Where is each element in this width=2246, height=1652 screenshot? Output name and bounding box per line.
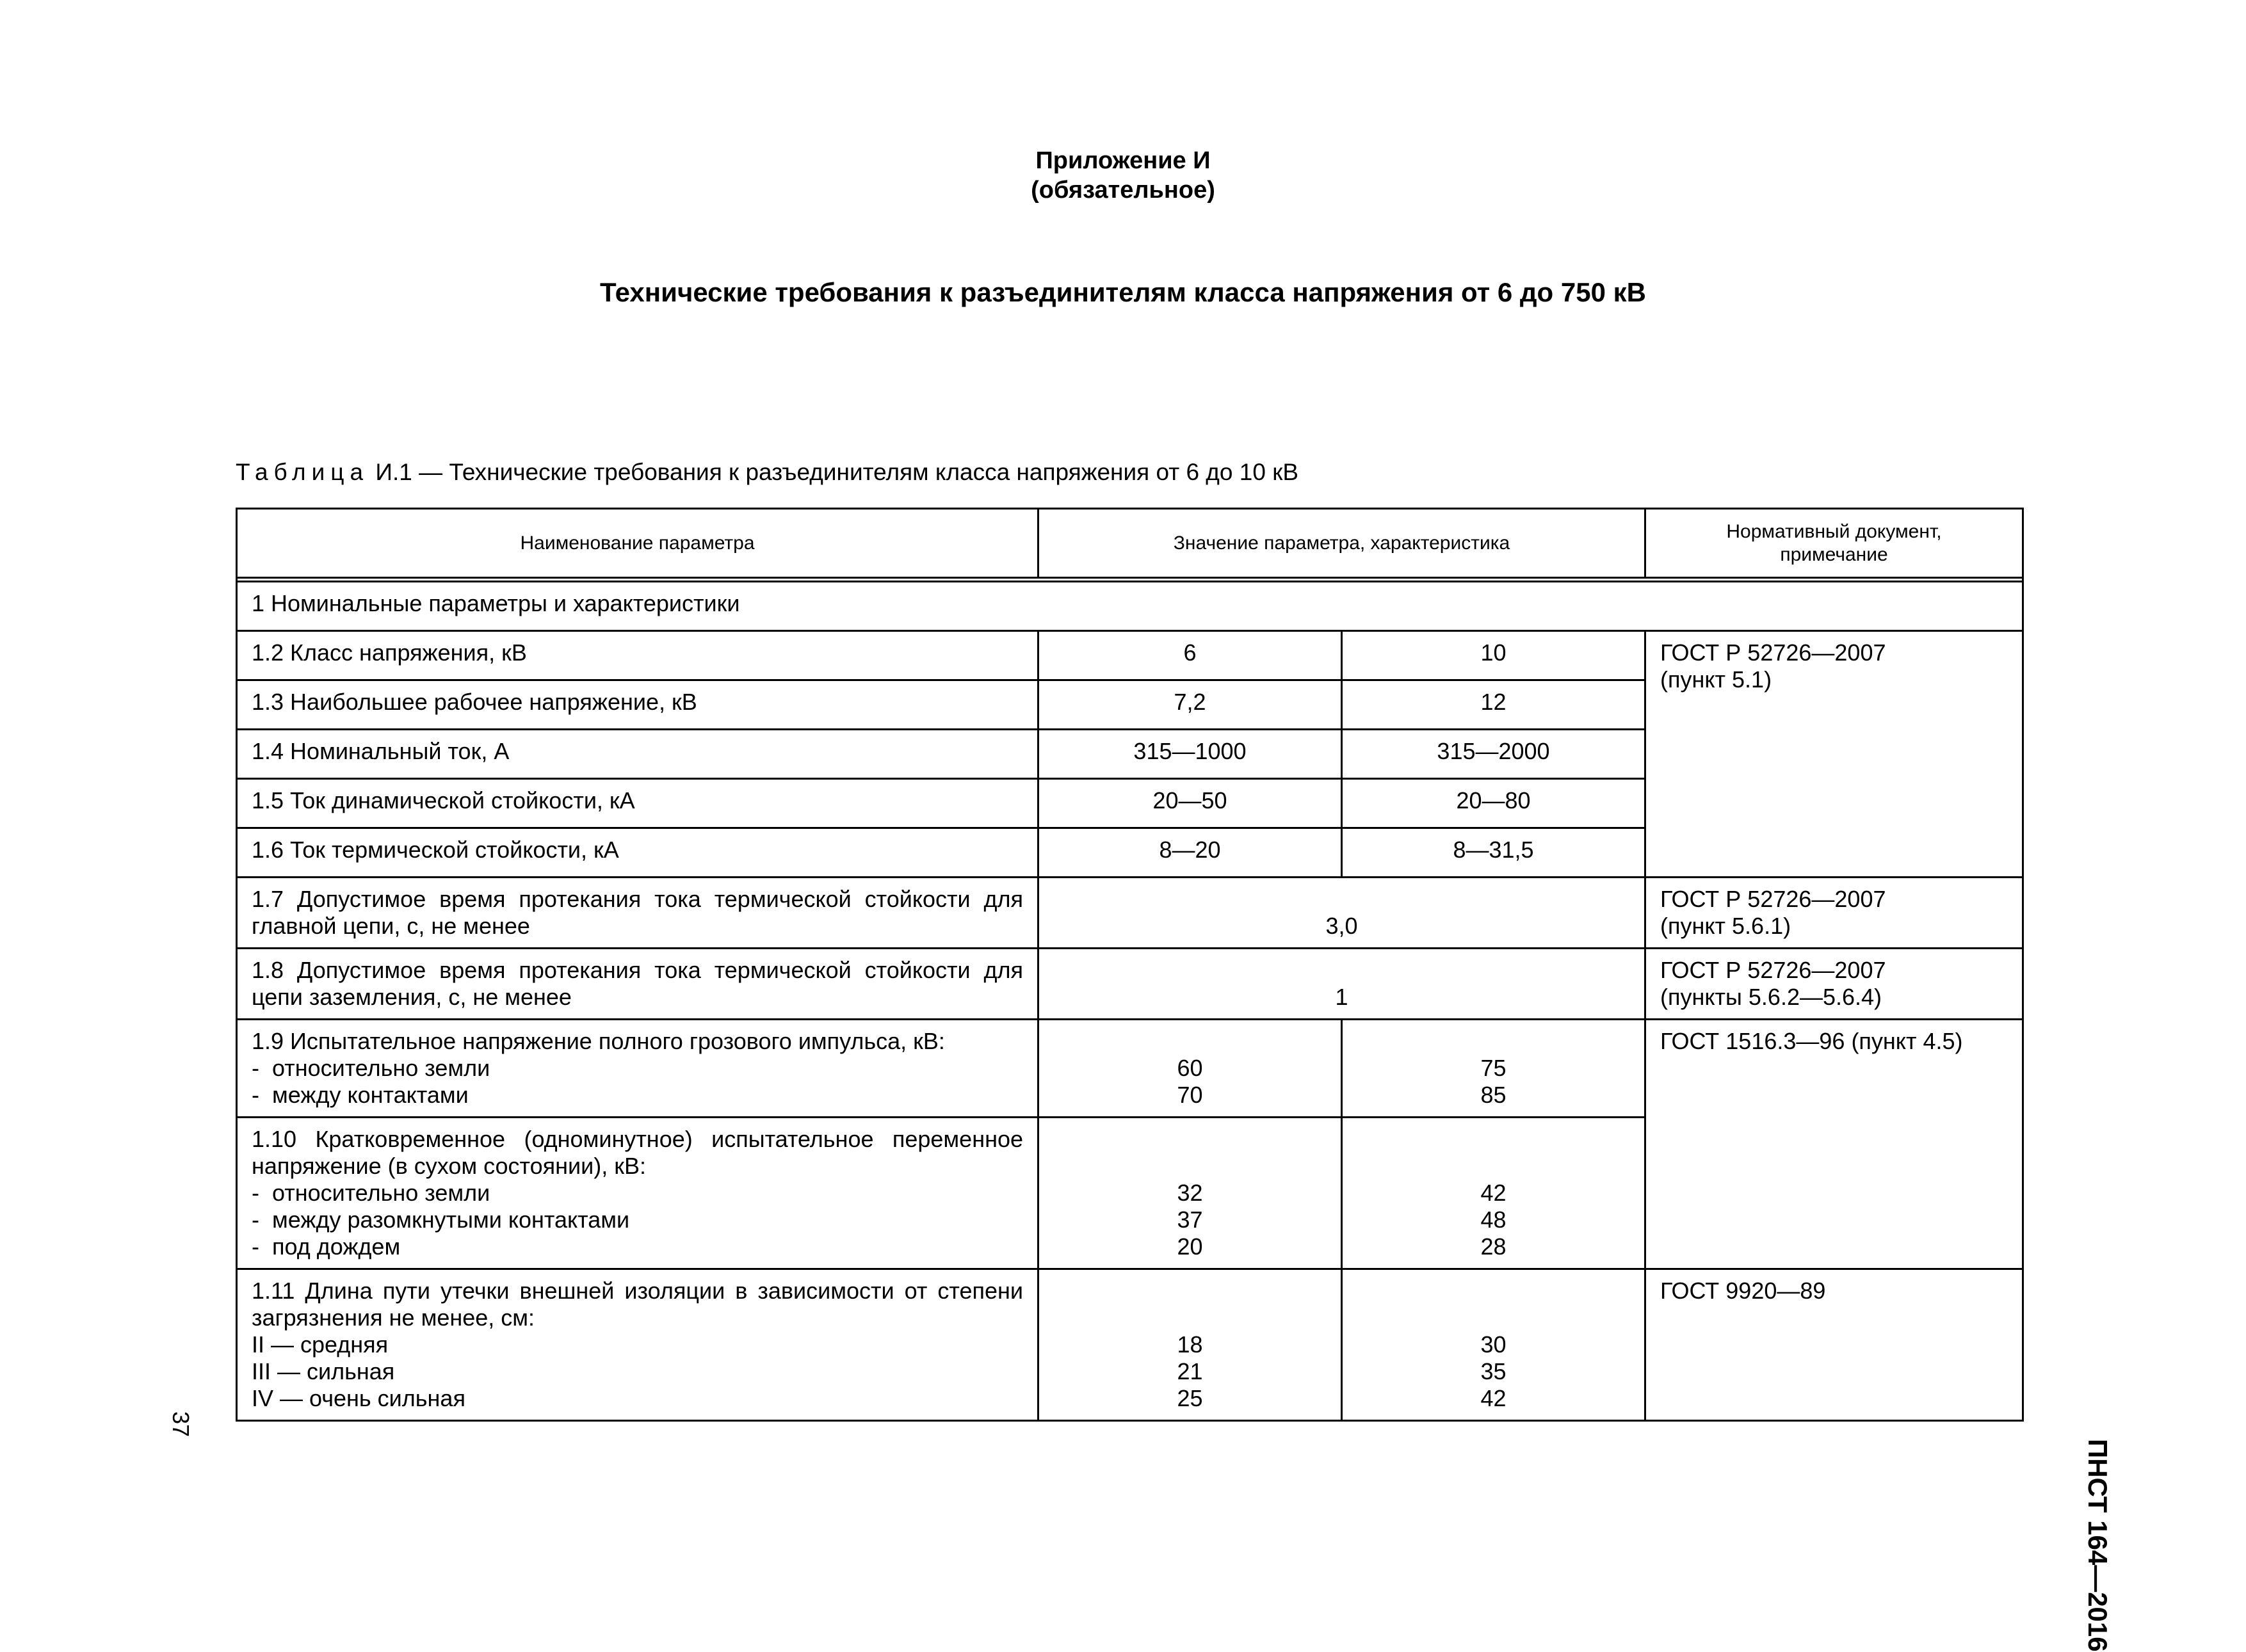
table-row xyxy=(237,1020,2023,1118)
requirements-table xyxy=(236,508,2024,1422)
value-line: 42 xyxy=(1480,1180,1507,1206)
param-name-line1: 1.9 Испытательное напряжение полного грозового импульса, кВ: xyxy=(252,1028,945,1054)
doc-reference-line1: ГОСТ Р 52726—2007 xyxy=(1660,639,1886,666)
value-line: 18 xyxy=(1177,1331,1203,1358)
value-10kv xyxy=(1342,1020,1645,1118)
value-6kv xyxy=(1038,1020,1342,1118)
page-number: 37 xyxy=(168,1411,194,1438)
value-6kv xyxy=(1038,1269,1342,1421)
value-line: 32 xyxy=(1177,1180,1203,1206)
param-name xyxy=(237,1269,1038,1421)
value-10kv: 315—2000 xyxy=(1342,730,1645,779)
value-line: 25 xyxy=(1177,1385,1203,1411)
param-name: 1.4 Номинальный ток, А xyxy=(237,730,1038,779)
appendix-heading xyxy=(0,146,2246,205)
value-line: 48 xyxy=(1480,1207,1507,1233)
table-caption xyxy=(236,458,1298,486)
value-line: 28 xyxy=(1480,1233,1507,1260)
appendix-label: Приложение И xyxy=(1035,147,1211,174)
doc-reference-line2: (пункты 5.6.2—5.6.4) xyxy=(1660,984,1882,1010)
param-name xyxy=(237,1020,1038,1118)
doc-reference-line1: ГОСТ Р 52726—2007 xyxy=(1660,886,1886,912)
param-name-line3: II — средняя xyxy=(252,1331,389,1358)
value-line: 70 xyxy=(1177,1082,1203,1108)
param-name-line1: 1.11 Длина пути утечки внешней изоляции в зависимости от степени xyxy=(252,1278,1023,1304)
param-name: 1.2 Класс напряжения, кВ xyxy=(237,631,1038,680)
param-name-line5: IV — очень сильная xyxy=(252,1385,465,1411)
header-value: Значение параметра, характеристика xyxy=(1038,509,1645,578)
value-6kv: 8—20 xyxy=(1038,828,1342,878)
value-10kv: 8—31,5 xyxy=(1342,828,1645,878)
param-name-line4: - между разомкнутыми контактами xyxy=(252,1207,630,1233)
param-name: 1.5 Ток динамической стойкости, кА xyxy=(237,779,1038,828)
table-row xyxy=(237,878,2023,949)
param-name-line2: - относительно земли xyxy=(252,1055,490,1081)
value-6kv xyxy=(1038,1118,1342,1269)
param-name-line2: загрязнения не менее, см: xyxy=(252,1304,535,1331)
param-name-line3: - относительно земли xyxy=(252,1180,490,1206)
header-doc xyxy=(1645,509,2023,578)
value-6kv: 20—50 xyxy=(1038,779,1342,828)
param-name-line3: - между контактами xyxy=(252,1082,469,1108)
doc-reference xyxy=(1645,631,2023,878)
doc-reference: ГОСТ 9920—89 xyxy=(1645,1269,2023,1421)
header-doc-line2: примечание xyxy=(1780,543,1888,565)
param-name-line2: цепи заземления, с, не менее xyxy=(252,984,572,1010)
param-name: 1.6 Ток термической стойкости, кА xyxy=(237,828,1038,878)
value-10kv: 10 xyxy=(1342,631,1645,680)
value-line: 37 xyxy=(1177,1207,1203,1233)
document-title: Технические требования к разъединителям класса напряжения от 6 до 750 кВ xyxy=(600,277,1646,307)
doc-reference xyxy=(1645,949,2023,1020)
value-line: 20 xyxy=(1177,1233,1203,1260)
section-heading: 1 Номинальные параметры и характеристики xyxy=(237,582,2023,631)
value-6kv: 7,2 xyxy=(1038,680,1342,730)
header-doc-line1: Нормативный документ, xyxy=(1726,520,1942,542)
table-caption-label: Таблица xyxy=(236,459,369,485)
table-row xyxy=(237,1269,2023,1421)
param-name xyxy=(237,949,1038,1020)
doc-reference-line2: (пункт 5.1) xyxy=(1660,666,1772,693)
value-10kv xyxy=(1342,1118,1645,1269)
param-name xyxy=(237,878,1038,949)
param-name-line1: 1.8 Допустимое время протекания тока термической стойкости для xyxy=(252,957,1023,983)
value-common: 3,0 xyxy=(1038,878,1645,949)
param-name-line5: - под дождем xyxy=(252,1233,401,1260)
value-6kv: 315—1000 xyxy=(1038,730,1342,779)
table-row xyxy=(237,949,2023,1020)
param-name: 1.3 Наибольшее рабочее напряжение, кВ xyxy=(237,680,1038,730)
value-6kv: 6 xyxy=(1038,631,1342,680)
value-line: 75 xyxy=(1480,1055,1507,1081)
table-row xyxy=(237,582,2023,631)
value-10kv: 12 xyxy=(1342,680,1645,730)
doc-reference xyxy=(1645,878,2023,949)
doc-reference: ГОСТ 1516.3—96 (пункт 4.5) xyxy=(1645,1020,2023,1269)
value-10kv xyxy=(1342,1269,1645,1421)
value-line: 60 xyxy=(1177,1055,1203,1081)
doc-reference-line2: (пункт 5.6.1) xyxy=(1660,913,1791,939)
value-line: 42 xyxy=(1480,1385,1507,1411)
value-line: 35 xyxy=(1480,1358,1507,1384)
param-name-line4: III — сильная xyxy=(252,1358,395,1384)
param-name-line2: напряжение (в сухом состоянии), кВ: xyxy=(252,1153,646,1179)
doc-reference-line1: ГОСТ Р 52726—2007 xyxy=(1660,957,1886,983)
table-caption-text: И.1 — Технические требования к разъединителям класса напряжения от 6 до 10 кВ xyxy=(369,459,1299,485)
value-10kv: 20—80 xyxy=(1342,779,1645,828)
param-name xyxy=(237,1118,1038,1269)
value-common: 1 xyxy=(1038,949,1645,1020)
table-row xyxy=(237,631,2023,680)
param-name-line1: 1.7 Допустимое время протекания тока термической стойкости для xyxy=(252,886,1023,912)
param-name-line2: главной цепи, с, не менее xyxy=(252,913,530,939)
value-line: 85 xyxy=(1480,1082,1507,1108)
value-line: 21 xyxy=(1177,1358,1203,1384)
param-name-line1: 1.10 Кратковременное (одноминутное) испытательное переменное xyxy=(252,1126,1023,1152)
appendix-status: (обязательное) xyxy=(1031,177,1215,204)
value-line: 30 xyxy=(1480,1331,1507,1358)
header-param: Наименование параметра xyxy=(237,509,1038,578)
table-header-row xyxy=(237,509,2023,578)
standard-code: ПНСТ 164—2016 xyxy=(2083,1439,2113,1652)
